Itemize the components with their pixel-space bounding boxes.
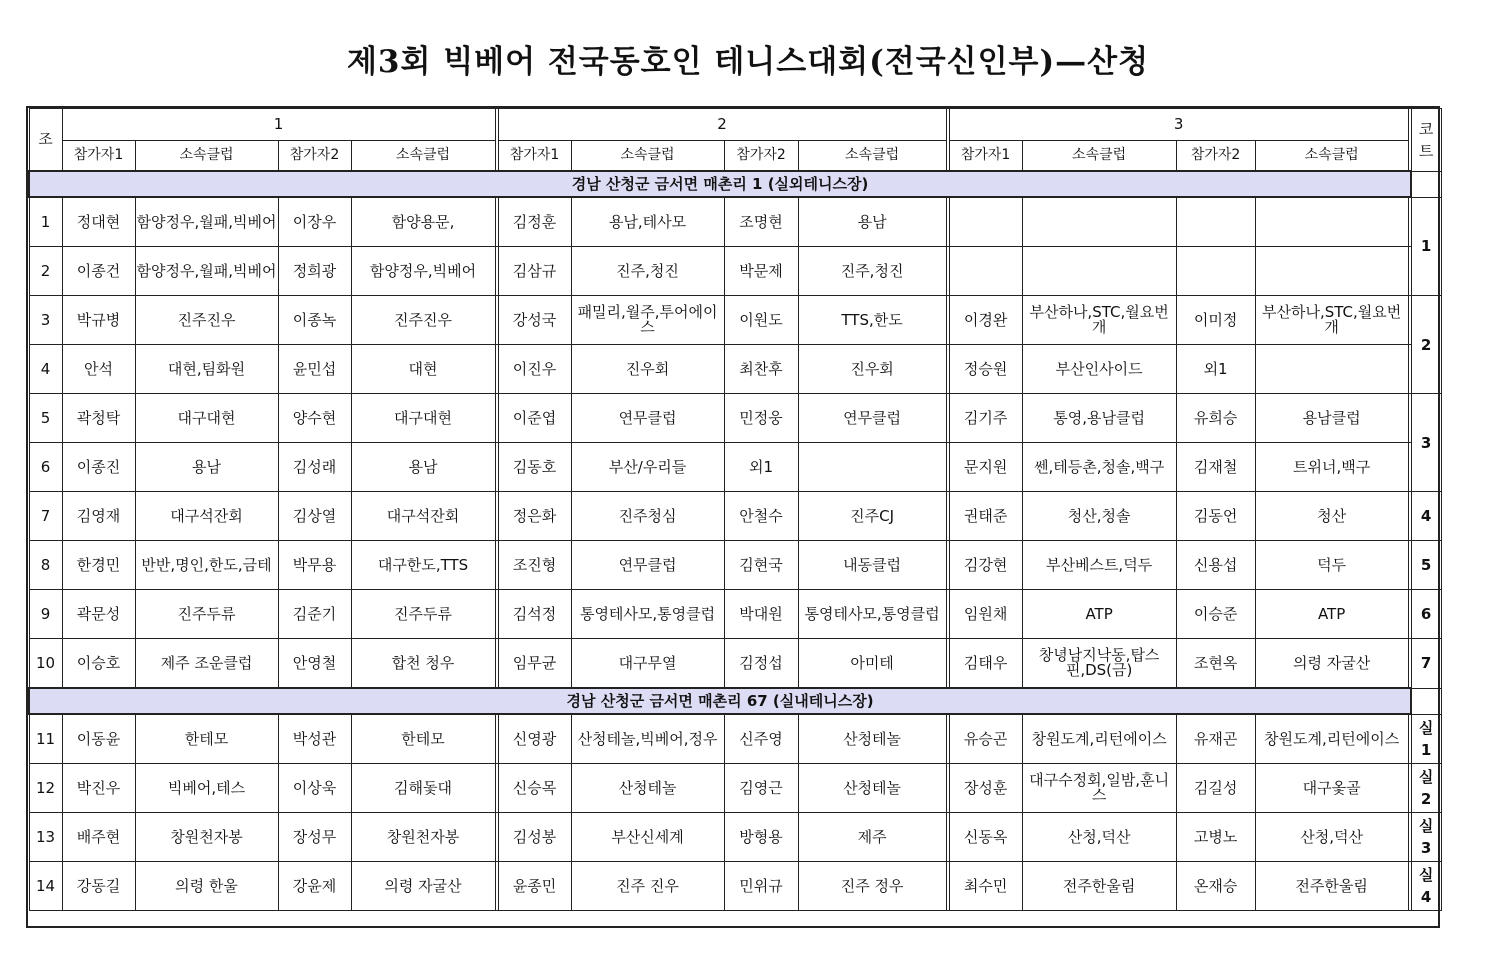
court-label: 실1 bbox=[1418, 718, 1434, 759]
table-row bbox=[29, 541, 1441, 590]
table-row bbox=[29, 813, 1441, 862]
club-cell: 진주 진우 bbox=[571, 862, 724, 911]
club-cell: 의령 자굴산 bbox=[1255, 639, 1408, 689]
player-cell: 김정섭 bbox=[724, 639, 798, 689]
club-cell: 진주두류 bbox=[351, 590, 495, 639]
club-cell: ATP bbox=[1255, 590, 1408, 639]
club-cell: 제주 bbox=[798, 813, 946, 862]
group-number: 7 bbox=[29, 492, 62, 541]
club-cell: 대구무열 bbox=[571, 639, 724, 689]
club-cell: 대현,팀화원 bbox=[135, 345, 278, 394]
court-number bbox=[1411, 296, 1441, 394]
court-number bbox=[1411, 590, 1441, 639]
group-number: 6 bbox=[29, 443, 62, 492]
club-cell: 대구수정회,일밤,훈니스 bbox=[1022, 764, 1176, 813]
club-cell: 함양용문, bbox=[351, 197, 495, 247]
court-number bbox=[1411, 394, 1441, 492]
club-cell: 진주진우 bbox=[135, 296, 278, 345]
venue-row bbox=[29, 171, 1441, 197]
player-cell: 김재철 bbox=[1176, 443, 1255, 492]
table-row bbox=[29, 764, 1441, 813]
page-title: 제3회 빅베어 전국동호인 테니스대회(전국신인부)—산청 bbox=[346, 44, 1150, 80]
player-cell: 이원도 bbox=[724, 296, 798, 345]
col-header: 소속클럽 bbox=[571, 141, 724, 172]
club-cell: 한테모 bbox=[351, 714, 495, 764]
club-cell: 창원도계,리턴에이스 bbox=[1022, 714, 1176, 764]
club-cell: TTS,한도 bbox=[798, 296, 946, 345]
club-cell: 산청테놀 bbox=[798, 714, 946, 764]
table-row bbox=[29, 345, 1441, 394]
court-label: 실4 bbox=[1418, 866, 1434, 906]
player-cell: 신용섭 bbox=[1176, 541, 1255, 590]
player-cell bbox=[949, 247, 1022, 296]
court-label: 5 bbox=[1420, 556, 1432, 574]
player-cell: 이동윤 bbox=[62, 714, 135, 764]
club-cell: 부산하나,STC,월요번개 bbox=[1022, 296, 1176, 345]
player-cell bbox=[1176, 247, 1255, 296]
table-row bbox=[29, 639, 1441, 689]
player-cell: 양수현 bbox=[278, 394, 351, 443]
club-cell: 김해돛대 bbox=[351, 764, 495, 813]
court-number bbox=[1411, 714, 1441, 764]
club-cell: 용남 bbox=[351, 443, 495, 492]
divider bbox=[1408, 247, 1411, 296]
group-number: 3 bbox=[29, 296, 62, 345]
venue-name: 경남 산청군 금서면 매촌리 67 (실내테니스장) bbox=[29, 688, 1411, 714]
table-row bbox=[29, 197, 1441, 247]
club-cell: 전주한울림 bbox=[1255, 862, 1408, 911]
group-number: 12 bbox=[29, 764, 62, 813]
group-number: 9 bbox=[29, 590, 62, 639]
player-cell: 정승원 bbox=[949, 345, 1022, 394]
club-cell: 함양정우,빅베어 bbox=[351, 247, 495, 296]
court-number bbox=[1411, 541, 1441, 590]
club-cell: 산청테놀 bbox=[571, 764, 724, 813]
club-cell: 아미테 bbox=[798, 639, 946, 689]
col-header: 소속클럽 bbox=[1022, 141, 1176, 172]
club-cell: 창원천자봉 bbox=[351, 813, 495, 862]
col-header: 소속클럽 bbox=[135, 141, 278, 172]
club-cell: 진주청심 bbox=[571, 492, 724, 541]
col-header: 소속클럽 bbox=[351, 141, 495, 172]
club-cell: 창원천자봉 bbox=[135, 813, 278, 862]
player-cell: 이상욱 bbox=[278, 764, 351, 813]
group-number: 4 bbox=[29, 345, 62, 394]
player-cell: 김준기 bbox=[278, 590, 351, 639]
player-cell: 김성래 bbox=[278, 443, 351, 492]
club-cell: 제주 조운클럽 bbox=[135, 639, 278, 689]
club-cell: 대구대현 bbox=[351, 394, 495, 443]
club-cell: 청산 bbox=[1255, 492, 1408, 541]
group-number: 11 bbox=[29, 714, 62, 764]
club-cell: 용남,테사모 bbox=[571, 197, 724, 247]
player-cell: 김삼규 bbox=[498, 247, 571, 296]
col-header: 소속클럽 bbox=[1255, 141, 1408, 172]
table-row bbox=[29, 296, 1441, 345]
player-cell: 조명현 bbox=[724, 197, 798, 247]
player-cell: 임무균 bbox=[498, 639, 571, 689]
player-cell: 정대현 bbox=[62, 197, 135, 247]
player-cell: 이진우 bbox=[498, 345, 571, 394]
col-header: 참가자2 bbox=[724, 141, 798, 172]
club-cell: 대현 bbox=[351, 345, 495, 394]
header-row-sections bbox=[29, 109, 1441, 141]
club-cell: 용남클럽 bbox=[1255, 394, 1408, 443]
col-header: 참가자1 bbox=[62, 141, 135, 172]
club-cell bbox=[1255, 247, 1408, 296]
club-cell bbox=[1255, 197, 1408, 247]
court-label: 6 bbox=[1420, 605, 1432, 623]
court-number bbox=[1411, 764, 1441, 813]
player-cell: 김길성 bbox=[1176, 764, 1255, 813]
club-cell: 함양정우,월패,빅베어 bbox=[135, 197, 278, 247]
player-cell: 배주현 bbox=[62, 813, 135, 862]
player-cell: 김석정 bbox=[498, 590, 571, 639]
table-row bbox=[29, 247, 1441, 296]
club-cell: 창원도계,리턴에이스 bbox=[1255, 714, 1408, 764]
club-cell: 통영,용남클럽 bbox=[1022, 394, 1176, 443]
club-cell: 패밀리,월주,투어에이스 bbox=[571, 296, 724, 345]
court-number bbox=[1411, 197, 1441, 296]
draw-table bbox=[28, 108, 1442, 911]
group-header: 조 bbox=[29, 109, 62, 172]
divider bbox=[1408, 345, 1411, 394]
club-cell: 진주진우 bbox=[351, 296, 495, 345]
player-cell: 이경완 bbox=[949, 296, 1022, 345]
group-number: 1 bbox=[29, 197, 62, 247]
player-cell: 장성훈 bbox=[949, 764, 1022, 813]
player-cell: 김영재 bbox=[62, 492, 135, 541]
venue-name: 경남 산청군 금서면 매촌리 1 (실외테니스장) bbox=[29, 171, 1411, 197]
col-header: 참가자1 bbox=[949, 141, 1022, 172]
player-cell bbox=[949, 197, 1022, 247]
player-cell: 외1 bbox=[1176, 345, 1255, 394]
player-cell: 권태준 bbox=[949, 492, 1022, 541]
club-cell: 대구한도,TTS bbox=[351, 541, 495, 590]
club-cell: 의령 한울 bbox=[135, 862, 278, 911]
court-gap bbox=[1411, 688, 1441, 714]
player-cell: 조진형 bbox=[498, 541, 571, 590]
club-cell: 부산베스트,덕두 bbox=[1022, 541, 1176, 590]
club-cell: ATP bbox=[1022, 590, 1176, 639]
club-cell: 산청테놀 bbox=[798, 764, 946, 813]
section-header: 2 bbox=[498, 109, 946, 141]
col-header: 참가자2 bbox=[278, 141, 351, 172]
player-cell: 최찬후 bbox=[724, 345, 798, 394]
club-cell: 내동클럽 bbox=[798, 541, 946, 590]
player-cell: 유재곤 bbox=[1176, 714, 1255, 764]
player-cell: 장성무 bbox=[278, 813, 351, 862]
club-cell: 창녕남지낙동,탑스핀,DS(금) bbox=[1022, 639, 1176, 689]
player-cell: 유희승 bbox=[1176, 394, 1255, 443]
player-cell: 곽청탁 bbox=[62, 394, 135, 443]
player-cell: 김상열 bbox=[278, 492, 351, 541]
club-cell: 산청테놀,빅베어,정우 bbox=[571, 714, 724, 764]
club-cell: 청산,청솔 bbox=[1022, 492, 1176, 541]
player-cell: 최수민 bbox=[949, 862, 1022, 911]
col-header: 참가자1 bbox=[498, 141, 571, 172]
player-cell: 문지원 bbox=[949, 443, 1022, 492]
player-cell: 신동옥 bbox=[949, 813, 1022, 862]
club-cell: 대구대현 bbox=[135, 394, 278, 443]
court-number bbox=[1411, 492, 1441, 541]
club-cell: 통영테사모,통영클럽 bbox=[571, 590, 724, 639]
player-cell: 이승호 bbox=[62, 639, 135, 689]
club-cell bbox=[1022, 197, 1176, 247]
court-label: 실2 bbox=[1418, 768, 1434, 808]
player-cell: 고병노 bbox=[1176, 813, 1255, 862]
club-cell: 진주두류 bbox=[135, 590, 278, 639]
club-cell: 함양정우,월패,빅베어 bbox=[135, 247, 278, 296]
player-cell: 이장우 bbox=[278, 197, 351, 247]
player-cell: 김태우 bbox=[949, 639, 1022, 689]
club-cell: 빅베어,테스 bbox=[135, 764, 278, 813]
player-cell: 민위규 bbox=[724, 862, 798, 911]
court-label: 2 bbox=[1420, 335, 1432, 354]
header-row-fields bbox=[29, 141, 1441, 172]
court-number bbox=[1411, 639, 1441, 689]
player-cell: 한경민 bbox=[62, 541, 135, 590]
player-cell: 박진우 bbox=[62, 764, 135, 813]
club-cell: 부산신세계 bbox=[571, 813, 724, 862]
player-cell: 박무용 bbox=[278, 541, 351, 590]
player-cell: 온재승 bbox=[1176, 862, 1255, 911]
club-cell: 진주,청진 bbox=[798, 247, 946, 296]
player-cell: 박대원 bbox=[724, 590, 798, 639]
player-cell: 박성관 bbox=[278, 714, 351, 764]
col-header: 소속클럽 bbox=[798, 141, 946, 172]
group-number: 14 bbox=[29, 862, 62, 911]
court-number bbox=[1411, 862, 1441, 911]
club-cell: 대구옻골 bbox=[1255, 764, 1408, 813]
col-header: 참가자2 bbox=[1176, 141, 1255, 172]
player-cell: 김정훈 bbox=[498, 197, 571, 247]
club-cell: 합천 청우 bbox=[351, 639, 495, 689]
player-cell: 안영철 bbox=[278, 639, 351, 689]
club-cell: 덕두 bbox=[1255, 541, 1408, 590]
player-cell: 이종진 bbox=[62, 443, 135, 492]
player-cell: 이종건 bbox=[62, 247, 135, 296]
player-cell: 박규병 bbox=[62, 296, 135, 345]
player-cell: 조현옥 bbox=[1176, 639, 1255, 689]
club-cell: 산청,덕산 bbox=[1022, 813, 1176, 862]
club-cell: 연무클럽 bbox=[571, 394, 724, 443]
player-cell: 윤민섭 bbox=[278, 345, 351, 394]
divider bbox=[1408, 443, 1411, 492]
player-cell: 김동호 bbox=[498, 443, 571, 492]
court-header-label: 코트 bbox=[1418, 119, 1434, 160]
player-cell: 김강현 bbox=[949, 541, 1022, 590]
club-cell bbox=[1022, 247, 1176, 296]
group-number: 2 bbox=[29, 247, 62, 296]
player-cell bbox=[1176, 197, 1255, 247]
club-cell: 반반,명인,한도,금테 bbox=[135, 541, 278, 590]
player-cell: 외1 bbox=[724, 443, 798, 492]
group-number: 13 bbox=[29, 813, 62, 862]
club-cell: 진주 정우 bbox=[798, 862, 946, 911]
table-row bbox=[29, 714, 1441, 764]
player-cell: 유승곤 bbox=[949, 714, 1022, 764]
player-cell: 이종녹 bbox=[278, 296, 351, 345]
club-cell: 진우회 bbox=[798, 345, 946, 394]
player-cell: 이준엽 bbox=[498, 394, 571, 443]
player-cell: 정은화 bbox=[498, 492, 571, 541]
club-cell: 진주CJ bbox=[798, 492, 946, 541]
player-cell: 강윤제 bbox=[278, 862, 351, 911]
player-cell: 신주영 bbox=[724, 714, 798, 764]
club-cell: 대구석잔회 bbox=[351, 492, 495, 541]
club-cell: 부산하나,STC,월요번개 bbox=[1255, 296, 1408, 345]
player-cell: 윤종민 bbox=[498, 862, 571, 911]
club-cell: 용남 bbox=[135, 443, 278, 492]
player-cell: 강동길 bbox=[62, 862, 135, 911]
club-cell: 용남 bbox=[798, 197, 946, 247]
club-cell: 통영테사모,통영클럽 bbox=[798, 590, 946, 639]
player-cell: 김영근 bbox=[724, 764, 798, 813]
player-cell: 방형용 bbox=[724, 813, 798, 862]
group-number: 10 bbox=[29, 639, 62, 689]
club-cell bbox=[1255, 345, 1408, 394]
court-label: 4 bbox=[1420, 507, 1432, 525]
club-cell: 부산/우리들 bbox=[571, 443, 724, 492]
table-row bbox=[29, 492, 1441, 541]
player-cell: 정희광 bbox=[278, 247, 351, 296]
venue-row bbox=[29, 688, 1441, 714]
court-label: 1 bbox=[1420, 237, 1432, 256]
club-cell: 산청,덕산 bbox=[1255, 813, 1408, 862]
club-cell: 쎈,테등촌,청솔,백구 bbox=[1022, 443, 1176, 492]
player-cell: 김성봉 bbox=[498, 813, 571, 862]
player-cell: 이미정 bbox=[1176, 296, 1255, 345]
club-cell: 트위너,백구 bbox=[1255, 443, 1408, 492]
court-gap bbox=[1411, 171, 1441, 197]
court-number bbox=[1411, 813, 1441, 862]
player-cell: 신승목 bbox=[498, 764, 571, 813]
court-label: 3 bbox=[1420, 433, 1432, 452]
club-cell: 의령 자굴산 bbox=[351, 862, 495, 911]
section-header: 3 bbox=[949, 109, 1408, 141]
club-cell: 한테모 bbox=[135, 714, 278, 764]
group-number: 8 bbox=[29, 541, 62, 590]
table-row bbox=[29, 862, 1441, 911]
court-label: 실3 bbox=[1418, 817, 1434, 857]
player-cell: 곽문성 bbox=[62, 590, 135, 639]
player-cell: 신영광 bbox=[498, 714, 571, 764]
player-cell: 박문제 bbox=[724, 247, 798, 296]
club-cell: 대구석잔회 bbox=[135, 492, 278, 541]
player-cell: 김기주 bbox=[949, 394, 1022, 443]
group-number: 5 bbox=[29, 394, 62, 443]
club-cell: 연무클럽 bbox=[571, 541, 724, 590]
club-cell: 진주,청진 bbox=[571, 247, 724, 296]
player-cell: 김현국 bbox=[724, 541, 798, 590]
club-cell: 부산인사이드 bbox=[1022, 345, 1176, 394]
club-cell bbox=[798, 443, 946, 492]
club-cell: 연무클럽 bbox=[798, 394, 946, 443]
court-label: 7 bbox=[1420, 654, 1432, 673]
player-cell: 이승준 bbox=[1176, 590, 1255, 639]
club-cell: 전주한울림 bbox=[1022, 862, 1176, 911]
player-cell: 안철수 bbox=[724, 492, 798, 541]
player-cell: 김동언 bbox=[1176, 492, 1255, 541]
player-cell: 임원채 bbox=[949, 590, 1022, 639]
player-cell: 강성국 bbox=[498, 296, 571, 345]
player-cell: 민정웅 bbox=[724, 394, 798, 443]
table-row bbox=[29, 590, 1441, 639]
section-header: 1 bbox=[62, 109, 495, 141]
player-cell: 안석 bbox=[62, 345, 135, 394]
table-row bbox=[29, 394, 1441, 443]
club-cell: 진우회 bbox=[571, 345, 724, 394]
table-row bbox=[29, 443, 1441, 492]
court-header bbox=[1411, 109, 1441, 172]
